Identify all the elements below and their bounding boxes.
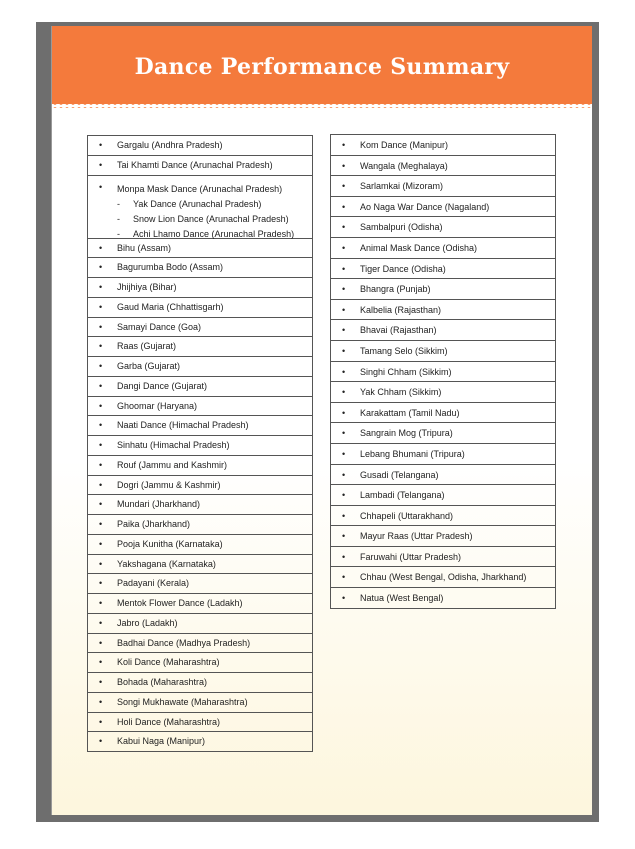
- list-item: [88, 357, 312, 377]
- list-item: [331, 135, 555, 156]
- bullet-icon: •: [342, 160, 346, 171]
- list-item: [88, 298, 312, 318]
- document-page[interactable]: [51, 26, 592, 815]
- list-item: [88, 136, 312, 156]
- bullet-icon: •: [342, 304, 346, 315]
- list-item: [331, 176, 555, 197]
- bullet-icon: •: [99, 282, 103, 292]
- bullet-icon: •: [99, 440, 103, 450]
- list-item: [88, 416, 312, 436]
- list-item: [331, 526, 555, 547]
- bullet-icon: •: [342, 181, 346, 192]
- list-item: [88, 436, 312, 456]
- bullet-icon: •: [99, 400, 103, 411]
- list-item: [331, 382, 555, 403]
- list-item: [88, 397, 312, 417]
- list-item: [331, 259, 555, 280]
- list-item: [331, 423, 555, 444]
- list-item: [88, 614, 312, 634]
- header-banner: [52, 26, 592, 104]
- sub-list-item-label: Snow Lion Dance (Arunachal Pradesh): [133, 213, 289, 224]
- list-item: [88, 673, 312, 693]
- list-item-label: Jabro (Ladakh): [117, 617, 178, 628]
- list-item: [88, 377, 312, 397]
- list-item-label: Faruwahi (Uttar Pradesh): [360, 551, 462, 562]
- bullet-icon: •: [342, 263, 346, 274]
- sub-list-item-label: Achi Lhamo Dance (Arunachal Pradesh): [133, 228, 295, 239]
- list-item-label: Badhai Dance (Madhya Pradesh): [117, 637, 251, 648]
- bullet-icon: •: [342, 510, 346, 521]
- list-item: [88, 476, 312, 496]
- list-item: [331, 197, 555, 218]
- bullet-icon: •: [99, 242, 103, 253]
- bullet-icon: •: [99, 140, 103, 150]
- header-scalloped-edge: [52, 100, 592, 108]
- list-item-label: Dogri (Jammu & Kashmir): [117, 479, 221, 490]
- list-item-label: Samayi Dance (Goa): [117, 321, 202, 332]
- list-item: [331, 341, 555, 362]
- list-item-label: Kalbelia (Rajasthan): [360, 304, 442, 315]
- list-item: [331, 156, 555, 177]
- list-item-label: Pooja Kunitha (Karnataka): [117, 538, 223, 549]
- bullet-icon: •: [99, 677, 103, 687]
- left-dance-list: [87, 135, 313, 752]
- list-item: [88, 653, 312, 673]
- list-item-label: Animal Mask Dance (Odisha): [360, 242, 478, 253]
- bullet-icon: •: [99, 499, 103, 510]
- list-item-label: Tamang Selo (Sikkim): [360, 345, 448, 356]
- list-item-label: Raas (Gujarat): [117, 341, 177, 352]
- list-item-label: Tai Khamti Dance (Arunachal Pradesh): [117, 159, 273, 170]
- bullet-icon: •: [342, 593, 346, 604]
- list-item-label: Gaud Maria (Chhattisgarh): [117, 301, 224, 312]
- bullet-icon: •: [99, 637, 103, 648]
- list-item-label: Monpa Mask Dance (Arunachal Pradesh): [117, 183, 283, 194]
- list-item-label: Sinhatu (Himachal Pradesh): [117, 440, 230, 450]
- bullet-icon: •: [342, 222, 346, 233]
- bullet-icon: •: [342, 140, 346, 150]
- bullet-icon: •: [99, 736, 103, 747]
- list-item: [331, 547, 555, 568]
- bullet-icon: •: [99, 361, 103, 371]
- bullet-icon: •: [342, 490, 346, 501]
- bullet-icon: •: [342, 242, 346, 253]
- bullet-icon: •: [99, 479, 103, 490]
- bullet-icon: •: [342, 448, 346, 459]
- list-item-label: Yak Chham (Sikkim): [360, 387, 442, 398]
- list-item-label: Chhapeli (Uttarakhand): [360, 510, 454, 521]
- list-item: [88, 594, 312, 614]
- list-item-label: Singhi Chham (Sikkim): [360, 366, 452, 377]
- bullet-icon: •: [99, 301, 103, 312]
- list-item: [331, 217, 555, 238]
- list-item: [88, 337, 312, 357]
- bullet-icon: •: [342, 325, 346, 336]
- bullet-icon: •: [99, 657, 103, 668]
- list-item-label: Mayur Raas (Uttar Pradesh): [360, 531, 473, 542]
- list-item: [88, 535, 312, 555]
- list-item-label: Dangi Dance (Gujarat): [117, 380, 208, 391]
- bullet-icon: •: [99, 321, 103, 332]
- list-item-label: Paika (Jharkhand): [117, 519, 191, 529]
- list-item-label: Padayani (Kerala): [117, 578, 190, 589]
- list-item-label: Gusadi (Telangana): [360, 469, 439, 480]
- list-item-label: Koli Dance (Maharashtra): [117, 657, 220, 668]
- list-item: [331, 485, 555, 506]
- bullet-icon: •: [99, 538, 103, 549]
- list-item-label: Mentok Flower Dance (Ladakh): [117, 598, 243, 608]
- list-item: [331, 567, 555, 588]
- list-item-label: Rouf (Jammu and Kashmir): [117, 459, 228, 470]
- bullet-icon: •: [342, 407, 346, 418]
- bullet-icon: •: [342, 284, 346, 295]
- dash-icon: -: [117, 213, 120, 224]
- bullet-icon: •: [99, 558, 103, 569]
- sub-list-item-label: Yak Dance (Arunachal Pradesh): [133, 198, 262, 209]
- list-item: [331, 320, 555, 341]
- list-item: [88, 732, 312, 752]
- list-item: [88, 515, 312, 535]
- list-item: [88, 555, 312, 575]
- list-item-label: Songi Mukhawate (Maharashtra): [117, 696, 248, 707]
- list-item-label: Karakattam (Tamil Nadu): [360, 407, 460, 418]
- list-item: [331, 362, 555, 383]
- list-item: [88, 693, 312, 713]
- bullet-icon: •: [99, 181, 103, 192]
- list-item-label: Bhangra (Punjab): [360, 284, 431, 295]
- list-item: [331, 465, 555, 486]
- bullet-icon: •: [99, 578, 103, 589]
- bullet-icon: •: [342, 531, 346, 542]
- list-item: [331, 403, 555, 424]
- list-item-label: Bihu (Assam): [117, 242, 172, 253]
- list-item-label: Lebang Bhumani (Tripura): [360, 448, 465, 459]
- list-item-label: Kabui Naga (Manipur): [117, 736, 206, 747]
- list-item-label: Bagurumba Bodo (Assam): [117, 262, 224, 273]
- list-item: [331, 588, 555, 609]
- list-item: [331, 300, 555, 321]
- bullet-icon: •: [99, 159, 103, 170]
- list-item-label: Kom Dance (Manipur): [360, 140, 449, 150]
- list-item: [88, 239, 312, 259]
- list-item-label: Sambalpuri (Odisha): [360, 222, 443, 233]
- list-item: [88, 574, 312, 594]
- list-item: [331, 506, 555, 527]
- bullet-icon: •: [99, 262, 103, 273]
- list-item-label: Sangrain Mog (Tripura): [360, 428, 453, 439]
- bullet-icon: •: [342, 469, 346, 480]
- list-item: [331, 444, 555, 465]
- bullet-icon: •: [342, 551, 346, 562]
- sub-list-item: [117, 212, 312, 227]
- list-item-label: Mundari (Jharkhand): [117, 499, 201, 510]
- list-item: [88, 156, 312, 176]
- bullet-icon: •: [99, 696, 103, 707]
- sub-list: [117, 197, 312, 242]
- bullet-icon: •: [342, 428, 346, 439]
- bullet-icon: •: [99, 617, 103, 628]
- list-item-label: Ao Naga War Dance (Nagaland): [360, 201, 490, 212]
- right-dance-list: [330, 134, 556, 609]
- bullet-icon: •: [99, 380, 103, 391]
- dash-icon: -: [117, 198, 120, 209]
- list-item-label: Ghoomar (Haryana): [117, 400, 198, 411]
- bullet-icon: •: [342, 366, 346, 377]
- bullet-icon: •: [99, 519, 103, 529]
- bullet-icon: •: [342, 387, 346, 398]
- list-item-label: Bhavai (Rajasthan): [360, 325, 437, 336]
- bullet-icon: •: [99, 341, 103, 352]
- bullet-icon: •: [99, 459, 103, 470]
- list-item: [88, 258, 312, 278]
- list-item-label: Lambadi (Telangana): [360, 490, 445, 501]
- list-item-label: Jhijhiya (Bihar): [117, 282, 177, 292]
- bullet-icon: •: [342, 572, 346, 583]
- sub-list-item: [117, 197, 312, 212]
- list-item-label: Naati Dance (Himachal Pradesh): [117, 420, 249, 431]
- bullet-icon: •: [99, 598, 103, 608]
- list-item-label: Chhau (West Bengal, Odisha, Jharkhand): [360, 572, 527, 583]
- bullet-icon: •: [342, 345, 346, 356]
- list-item: [88, 713, 312, 733]
- list-item: [88, 278, 312, 298]
- list-item: [88, 634, 312, 654]
- page-title: Dance Performance Summary: [134, 54, 510, 80]
- dash-icon: -: [117, 228, 120, 239]
- list-item-label: Gargalu (Andhra Pradesh): [117, 140, 223, 150]
- list-item: [88, 456, 312, 476]
- list-item: [88, 318, 312, 338]
- list-item-label: Natua (West Bengal): [360, 593, 444, 604]
- list-item-label: Yakshagana (Karnataka): [117, 558, 216, 569]
- list-item: [88, 176, 312, 239]
- list-item-label: Bohada (Maharashtra): [117, 677, 208, 687]
- list-item-label: Garba (Gujarat): [117, 361, 181, 371]
- list-item-label: Tiger Dance (Odisha): [360, 263, 446, 274]
- list-item-label: Holi Dance (Maharashtra): [117, 716, 221, 727]
- list-item-label: Wangala (Meghalaya): [360, 160, 448, 171]
- bullet-icon: •: [99, 420, 103, 431]
- list-item: [331, 279, 555, 300]
- bullet-icon: •: [99, 716, 103, 727]
- list-item: [331, 238, 555, 259]
- list-item: [88, 495, 312, 515]
- bullet-icon: •: [342, 201, 346, 212]
- list-item-label: Sarlamkai (Mizoram): [360, 181, 444, 192]
